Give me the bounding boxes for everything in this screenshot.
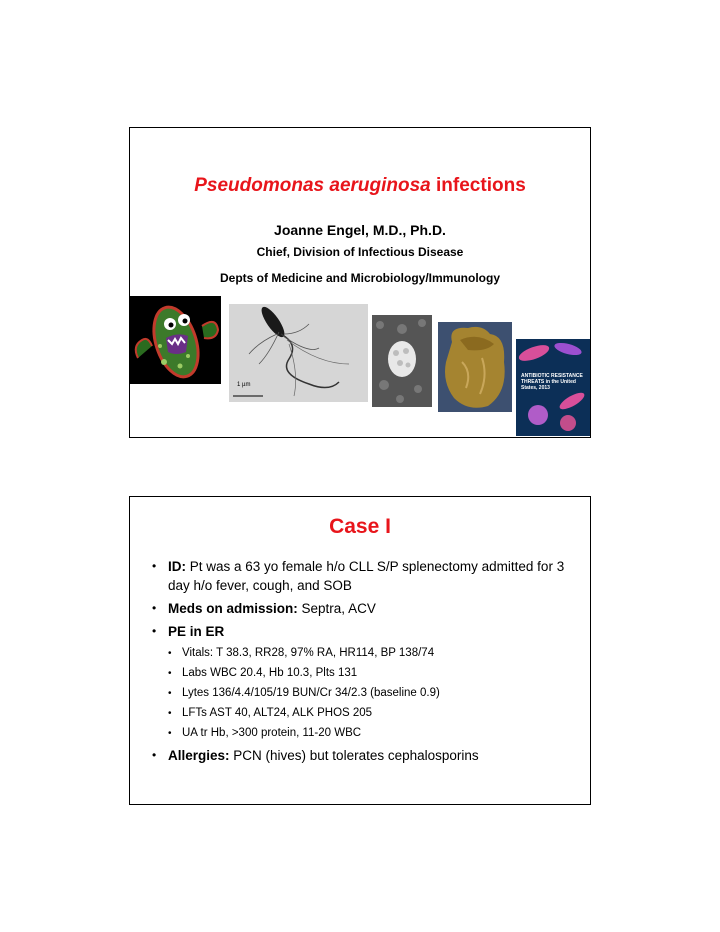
electron-micrograph-image xyxy=(229,304,368,402)
bullet-text: Pt was a 63 yo female h/o CLL S/P splenectomy admitted for 3 day h/o fever, cough, and SOB xyxy=(168,559,565,593)
report-cover-title: ANTIBIOTIC RESISTANCE THREATS in the United States, 2013 xyxy=(521,373,583,391)
bullet-label: ID: xyxy=(168,559,186,574)
pe-sub-list xyxy=(168,645,582,742)
slide-1-title xyxy=(130,175,590,197)
bullet-label: Allergies: xyxy=(168,748,230,763)
bullet-allergies xyxy=(152,746,582,765)
cartoon-bacterium-image xyxy=(130,296,221,384)
slide-2-title: Case I xyxy=(329,515,391,538)
title-organism: Pseudomonas aeruginosa xyxy=(194,175,431,196)
author-departments: Depts of Medicine and Microbiology/Immunology xyxy=(219,271,500,285)
bullet-text: PCN (hives) but tolerates cephalosporins xyxy=(229,748,479,763)
bullet-meds xyxy=(152,599,582,618)
report-cover-image xyxy=(516,339,590,436)
sub-labs: • Labs WBC 20.4, Hb 10.3, Plts 131 xyxy=(168,665,582,682)
case-bullet-list xyxy=(152,557,582,769)
author-role: Chief, Division of Infectious Disease xyxy=(256,245,464,259)
title-suffix: infections xyxy=(430,175,526,196)
bullet-id xyxy=(152,557,582,595)
sub-ua: • UA tr Hb, >300 protein, 11-20 WBC xyxy=(168,725,582,742)
bullet-pe xyxy=(152,622,582,742)
scale-bar-label: 1 µm xyxy=(237,382,251,388)
bullet-label: Meds on admission: xyxy=(168,601,298,616)
bullet-label: PE in ER xyxy=(168,624,225,639)
slide-1 xyxy=(129,127,591,438)
slide-2 xyxy=(129,496,591,805)
sub-vitals: • Vitals: T 38.3, RR28, 97% RA, HR114, BP 138/74 xyxy=(168,645,582,662)
sub-lfts: • LFTs AST 40, ALT24, ALK PHOS 205 xyxy=(168,705,582,722)
author-name: Joanne Engel, M.D., Ph.D. xyxy=(274,222,446,238)
sub-lytes: • Lytes 136/4.4/105/19 BUN/Cr 34/2.3 (baseline 0.9) xyxy=(168,685,582,702)
scanning-micrograph-image xyxy=(372,315,432,407)
lung-specimen-image xyxy=(438,322,512,412)
bullet-text: Septra, ACV xyxy=(297,601,376,616)
